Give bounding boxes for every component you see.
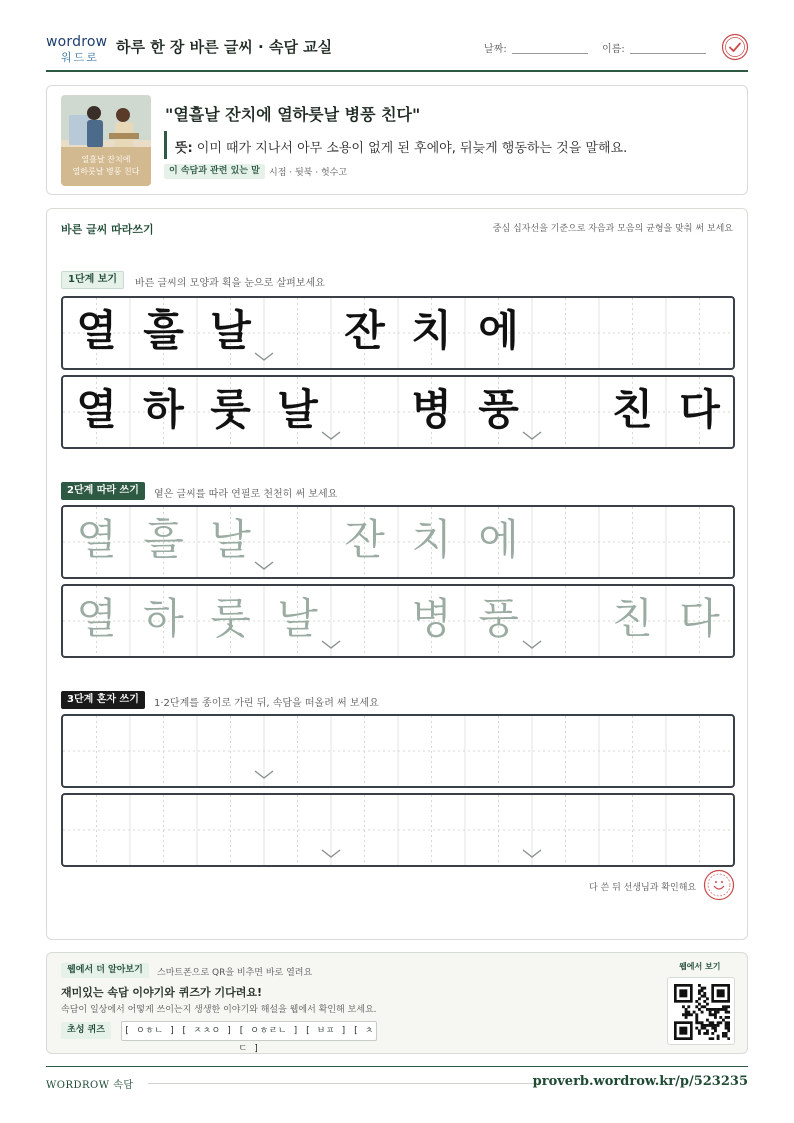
step1-row-2 bbox=[61, 375, 735, 449]
step3-badge: 3단계 혼자 쓰기 bbox=[61, 691, 145, 709]
space-mark-icon bbox=[254, 352, 274, 362]
model-character: 잔 bbox=[344, 306, 385, 355]
step2-desc: 옅은 글씨를 따라 연필로 천천히 써 보세요 bbox=[154, 489, 338, 500]
trace-character: 친 bbox=[612, 594, 653, 643]
model-character: 하 bbox=[143, 385, 184, 434]
name-field[interactable] bbox=[630, 53, 706, 54]
proverb-illustration bbox=[61, 95, 151, 186]
meaning-label: 뜻: bbox=[175, 141, 193, 156]
date-label: 날짜: bbox=[484, 44, 507, 55]
model-character: 흘 bbox=[143, 306, 184, 355]
trace-character: 치 bbox=[411, 515, 452, 564]
footer-url[interactable]: proverb.wordrow.kr/p/523235 bbox=[532, 1074, 748, 1089]
trace-character: 열 bbox=[76, 515, 117, 564]
trace-character: 에 bbox=[478, 515, 519, 564]
web-promo bbox=[46, 952, 748, 1054]
check-stamp-icon bbox=[721, 33, 749, 61]
proverb-meaning bbox=[175, 137, 627, 156]
trace-character: 룻 bbox=[210, 594, 251, 643]
well-done-stamp-icon bbox=[703, 869, 735, 901]
teacher-note: 다 쓴 뒤 선생님과 확인해요 bbox=[589, 883, 697, 893]
step2-row-1[interactable] bbox=[61, 505, 735, 579]
trace-character: 날 bbox=[277, 594, 318, 643]
meaning-text: 이미 때가 지나서 아무 소용이 없게 된 후에야, 뒤늦게 행동하는 것을 말해요. bbox=[196, 141, 628, 156]
qr-code-icon bbox=[674, 984, 730, 1040]
logo-wordmark: wordrow bbox=[46, 34, 108, 50]
web-view-label: 웹에서 보기 bbox=[679, 962, 721, 971]
page-title: 하루 한 장 바른 글씨 · 속담 교실 bbox=[116, 38, 333, 56]
model-character: 날 bbox=[210, 306, 251, 355]
footer-brand: WORDROW 속담 bbox=[46, 1080, 134, 1091]
qr-code[interactable] bbox=[667, 977, 735, 1045]
trace-character: 날 bbox=[210, 515, 251, 564]
thumb-caption-1: 열흘날 잔치에 bbox=[81, 155, 131, 164]
model-character: 풍 bbox=[478, 385, 519, 434]
trace-character: 다 bbox=[679, 594, 720, 643]
space-mark-icon bbox=[321, 849, 341, 859]
trace-character: 열 bbox=[76, 594, 117, 643]
meaning-accent-bar bbox=[164, 131, 167, 159]
space-mark-icon bbox=[321, 640, 341, 650]
related-words: 시점 · 뒷북 · 헛수고 bbox=[269, 168, 348, 178]
practice-hint: 중심 십자선을 기준으로 자음과 모음의 균형을 맞춰 써 보세요 bbox=[492, 224, 733, 234]
name-label: 이름: bbox=[602, 44, 625, 55]
model-character: 친 bbox=[612, 385, 653, 434]
thumb-caption-2: 열하룻날 병풍 친다 bbox=[72, 167, 140, 176]
promo-desc: 속담이 일상에서 어떻게 쓰이는지 생생한 이야기와 해설을 웹에서 확인해 보세요. bbox=[61, 1005, 377, 1015]
trace-character: 잔 bbox=[344, 515, 385, 564]
space-mark-icon bbox=[522, 849, 542, 859]
model-character: 열 bbox=[76, 385, 117, 434]
promo-badge-desc: 스마트폰으로 QR을 비추면 바로 열려요 bbox=[157, 968, 313, 978]
trace-character: 흘 bbox=[143, 515, 184, 564]
step3-desc: 1·2단계를 종이로 가린 뒤, 속담을 떠올려 써 보세요 bbox=[154, 698, 379, 709]
model-character: 날 bbox=[277, 385, 318, 434]
handwriting-practice bbox=[46, 208, 748, 940]
step2-row-2[interactable] bbox=[61, 584, 735, 658]
step1-desc: 바른 글씨의 모양과 획을 눈으로 살펴보세요 bbox=[135, 278, 325, 289]
step3-row-1[interactable] bbox=[61, 714, 735, 788]
practice-title: 바른 글씨 따라쓰기 bbox=[61, 223, 154, 236]
model-character: 에 bbox=[478, 306, 519, 355]
initial-consonant-quiz: [ ㅇㅎㄴ ] [ ㅈㅊㅇ ] [ ㅇㅎㄹㄴ ] [ ㅂㅍ ] [ ㅊㄷ ] bbox=[121, 1021, 377, 1041]
date-field[interactable] bbox=[512, 53, 588, 54]
promo-badge: 웹에서 더 알아보기 bbox=[61, 963, 149, 978]
footer-rule bbox=[148, 1083, 538, 1084]
quiz-badge: 초성 퀴즈 bbox=[61, 1022, 111, 1039]
page-header bbox=[46, 30, 748, 72]
writing-grid bbox=[63, 716, 733, 786]
proverb-card bbox=[46, 85, 748, 195]
step1-row-1 bbox=[61, 296, 735, 370]
trace-character: 하 bbox=[143, 594, 184, 643]
model-character: 열 bbox=[76, 306, 117, 355]
model-character: 치 bbox=[411, 306, 452, 355]
model-character: 병 bbox=[411, 385, 452, 434]
trace-character: 풍 bbox=[478, 594, 519, 643]
step2-badge: 2단계 따라 쓰기 bbox=[61, 482, 145, 500]
model-character: 다 bbox=[679, 385, 720, 434]
footer-divider bbox=[46, 1066, 748, 1067]
trace-character: 병 bbox=[411, 594, 452, 643]
space-mark-icon bbox=[522, 431, 542, 441]
writing-grid bbox=[63, 795, 733, 865]
space-mark-icon bbox=[254, 561, 274, 571]
proverb-text: "열흘날 잔치에 열하룻날 병풍 친다" bbox=[165, 105, 421, 124]
space-mark-icon bbox=[321, 431, 341, 441]
related-words-badge: 이 속담과 관련 있는 말 bbox=[164, 164, 265, 179]
promo-title: 재미있는 속담 이야기와 퀴즈가 기다려요! bbox=[61, 986, 262, 999]
step1-badge: 1단계 보기 bbox=[61, 271, 124, 289]
model-character: 룻 bbox=[210, 385, 251, 434]
space-mark-icon bbox=[522, 640, 542, 650]
logo-korean: 워드로 bbox=[61, 51, 99, 64]
space-mark-icon bbox=[254, 770, 274, 780]
wordrow-logo bbox=[46, 34, 108, 64]
step3-row-2[interactable] bbox=[61, 793, 735, 867]
